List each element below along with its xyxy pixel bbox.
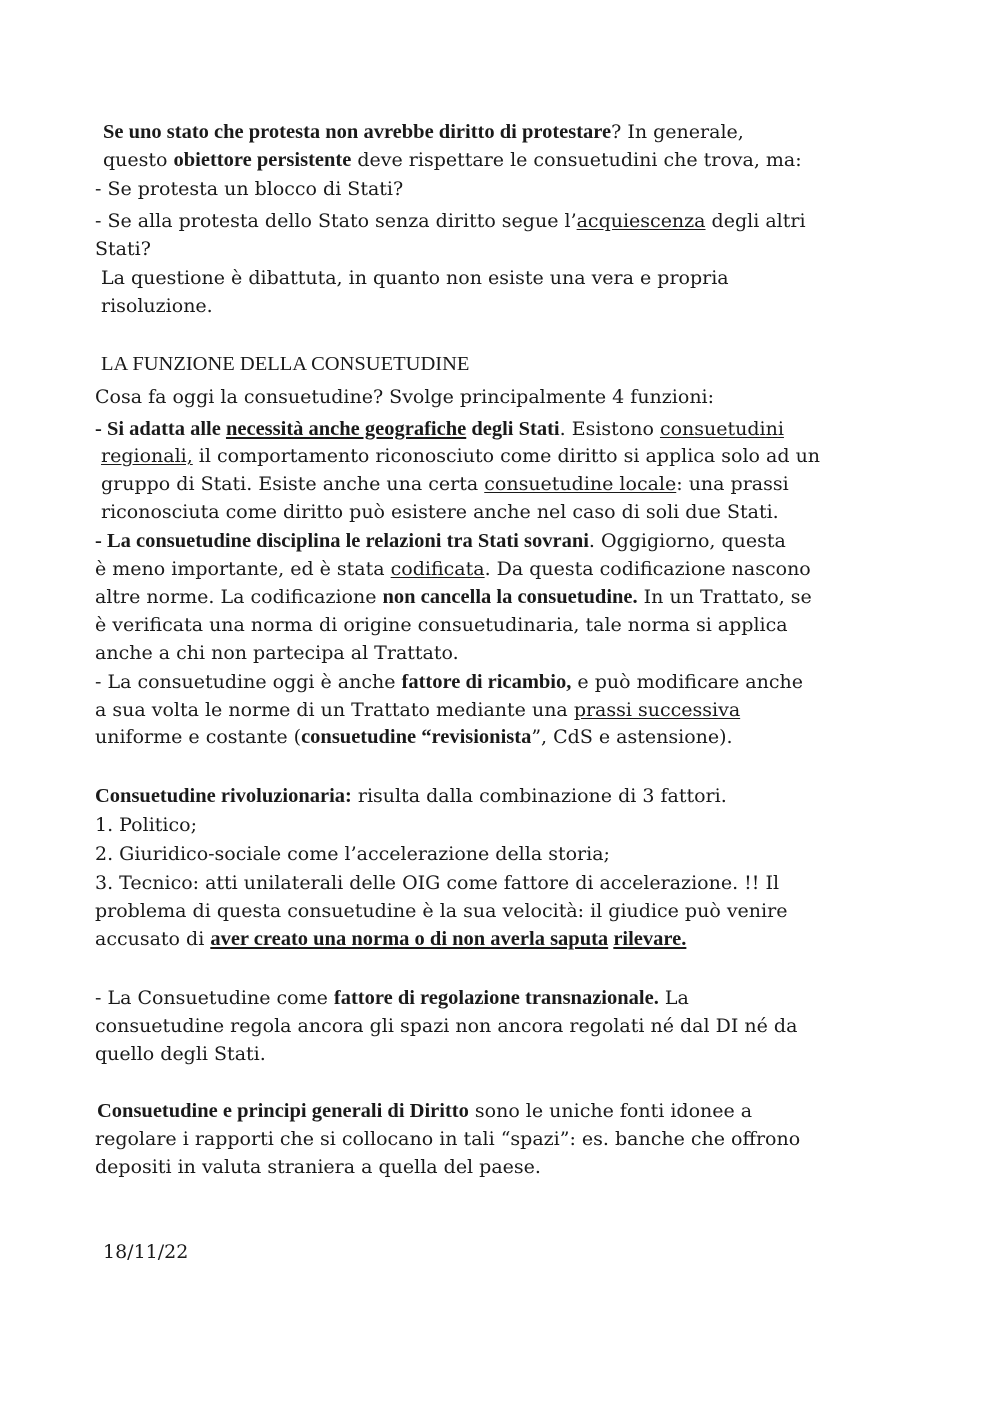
rivoluzionaria-title: Consuetudine rivoluzionaria: bbox=[95, 785, 352, 807]
funzione-3-line-3: uniforme e costante (consuetudine “revisionista”, CdS e astensione). bbox=[95, 726, 733, 748]
p1-bold-question: Se uno stato che protesta non avrebbe diritto di protestare bbox=[103, 121, 612, 143]
principi-line-1: Consuetudine e principi generali di Diritto sono le uniche fonti idonee a bbox=[97, 1100, 753, 1122]
funzione-intro: Cosa fa oggi la consuetudine? Svolge principalmente 4 funzioni: bbox=[95, 386, 715, 408]
rivoluzionaria-item-2: 2. Giuridico-sociale come l’accelerazione della storia; bbox=[95, 843, 610, 865]
consuetudine-locale: consuetudine locale bbox=[484, 473, 677, 495]
transnazionale-line-1: - La Consuetudine come fattore di regolazione transnazionale. La bbox=[95, 987, 689, 1009]
funzione-2-line-5: anche a chi non partecipa al Trattato. bbox=[95, 642, 459, 664]
rivoluzionaria-item-3: 3. Tecnico: atti unilaterali delle OIG come fattore di accelerazione. !! Il bbox=[95, 872, 780, 894]
transnazionale-line-3: quello degli Stati. bbox=[95, 1043, 266, 1065]
funzione-1-line-2: regionali, il comportamento riconosciuto come diritto si applica solo ad un bbox=[101, 445, 821, 467]
p1-obiettore-persistente: obiettore persistente bbox=[173, 149, 352, 171]
p1-line-1: Se uno stato che protesta non avrebbe diritto di protestare? In generale, bbox=[103, 121, 744, 143]
funzione-2-line-2: è meno importante, ed è stata codificata. Da questa codificazione nascono bbox=[95, 558, 811, 580]
p1-line-7: risoluzione. bbox=[101, 295, 213, 317]
p1-line-3: - Se protesta un blocco di Stati? bbox=[95, 178, 404, 200]
section-heading-funzione: LA FUNZIONE DELLA CONSUETUDINE bbox=[101, 353, 470, 375]
funzione-2-line-3: altre norme. La codificazione non cancella la consuetudine. In un Trattato, se bbox=[95, 586, 812, 608]
funzione-2-line-4: è verificata una norma di origine consuetudinaria, tale norma si applica bbox=[95, 614, 788, 636]
principi-line-2: regolare i rapporti che si collocano in tali “spazi”: es. banche che offrono bbox=[95, 1128, 801, 1150]
date-label: 18/11/22 bbox=[103, 1241, 189, 1263]
p1-line-4: - Se alla protesta dello Stato senza diritto segue l’acquiescenza degli altri bbox=[95, 210, 806, 232]
rivoluzionaria-line-1: Consuetudine rivoluzionaria: risulta dalla combinazione di 3 fattori. bbox=[95, 785, 727, 807]
prassi-successiva: prassi successiva bbox=[573, 699, 741, 721]
rivoluzionaria-item-3-line-2: problema di questa consuetudine è la sua velocità: il giudice può venire bbox=[95, 900, 788, 922]
p1-line-2: questo obiettore persistente deve rispettare le consuetudini che trova, ma: bbox=[103, 149, 802, 171]
rivoluzionaria-item-3-line-3: accusato di aver creato una norma o di non averla saputa rilevare. bbox=[95, 928, 687, 950]
funzione-3-line-2: a sua volta le norme di un Trattato mediante una prassi successiva bbox=[95, 699, 741, 721]
funzione-3-line-1: - La consuetudine oggi è anche fattore di ricambio, e può modificare anche bbox=[95, 671, 803, 693]
funzione-2-line-1: - La consuetudine disciplina le relazioni tra Stati sovrani. Oggigiorno, questa bbox=[95, 530, 786, 552]
funzione-1-line-4: riconosciuta come diritto può esistere anche nel caso di soli due Stati. bbox=[101, 501, 779, 523]
codificata: codificata bbox=[390, 558, 485, 580]
consuetudini-regionali: regionali, bbox=[101, 445, 193, 467]
funzione-1-line-3: gruppo di Stati. Esiste anche una certa consuetudine locale: una prassi bbox=[101, 473, 789, 495]
transnazionale-line-2: consuetudine regola ancora gli spazi non ancora regolati né dal DI né da bbox=[95, 1015, 798, 1037]
necessita-geografiche: necessità anche geografiche bbox=[225, 418, 467, 440]
funzione-1-line-1: - Si adatta alle necessità anche geografiche degli Stati. Esistono consuetudini bbox=[95, 418, 784, 440]
p1-acquiescenza: acquiescenza bbox=[576, 210, 706, 232]
p1-line-6: La questione è dibattuta, in quanto non esiste una vera e propria bbox=[101, 267, 729, 289]
principi-line-3: depositi in valuta straniera a quella del paese. bbox=[95, 1156, 541, 1178]
p1-line-5: Stati? bbox=[95, 238, 151, 260]
rivoluzionaria-item-1: 1. Politico; bbox=[95, 814, 197, 836]
